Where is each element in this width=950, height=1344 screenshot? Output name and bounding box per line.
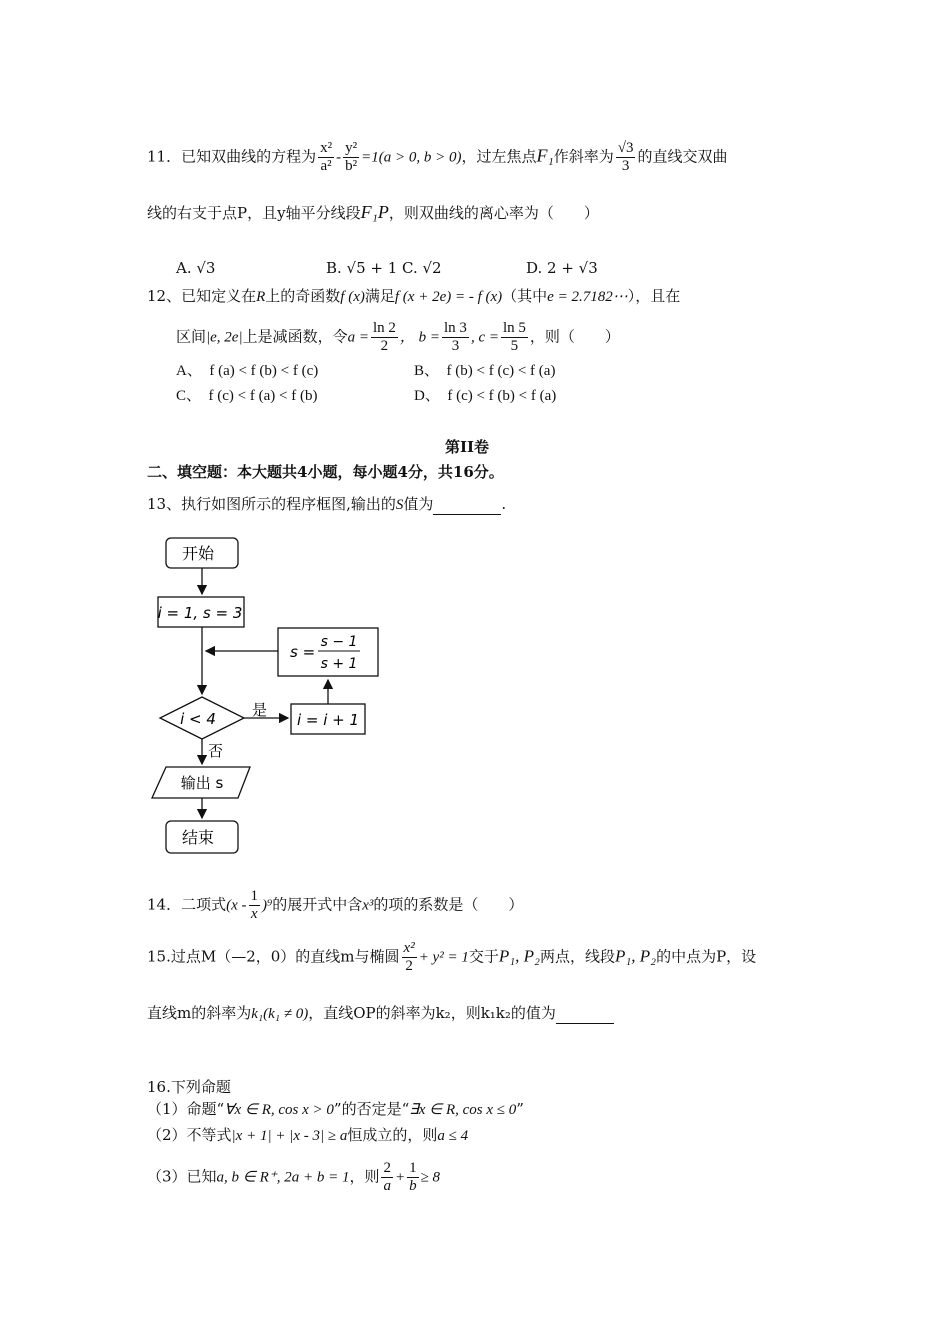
q12-option-c: C、 f (c) < f (a) < f (b)	[176, 388, 318, 404]
svg-text:s − 1: s − 1	[320, 634, 358, 650]
q11-focus: F₁	[536, 145, 554, 166]
svg-text:输出 s: 输出 s	[180, 774, 224, 792]
q15-answer-blank	[556, 1023, 614, 1024]
svg-text:s + 1: s + 1	[320, 656, 358, 672]
q16-item2: （2）不等式|x + 1| + |x - 3| ≥ a恒成立的，则a ≤ 4	[147, 1126, 469, 1144]
q12-frac-a: $\frac{\ln 2}{2}$	[372, 320, 396, 354]
q14-line: 14．二项式(x - $\frac{1}{x}$ )⁹的展开式中含x³的项的系数是（ ）	[147, 888, 524, 922]
q11-frac-slope: $\frac{√3}{3}$	[617, 140, 634, 174]
svg-text:s =: s =	[290, 643, 316, 661]
q16-frac-1: $\frac{2}{a}$	[383, 1160, 391, 1194]
q11-option-d: D. 2 + √3	[526, 259, 598, 277]
flowchart	[148, 534, 398, 864]
section-title: 第II卷	[445, 438, 490, 456]
q11-line2: 线的右支于点P，且y轴平分线段F₁P，则双曲线的离心率为（ ）	[147, 202, 599, 222]
q11-option-a: A. √3	[176, 259, 216, 277]
q12-functional-equation: f (x + 2e) = - f (x)	[394, 289, 503, 305]
section-heading: 二、填空题：本大题共4小题，每小题4分，共16分。	[147, 463, 504, 481]
q15-line2: 直线m的斜率为k₁(k₁ ≠ 0)，直线OP的斜率为k₂，则k₁k₂的值为	[147, 1003, 614, 1024]
q11-eq-rest: =1(a > 0, b > 0)	[361, 149, 462, 166]
q15-frac-ellipse: $\frac{\text{x²}}{2}$	[403, 940, 415, 974]
q11-option-b: B. √5 + 1	[326, 259, 398, 277]
q11-frac-x: $\frac{\text{x²}}{\text{a²}}$	[320, 140, 333, 174]
flow-end-node	[166, 821, 238, 853]
q11-frac-y: $\frac{\text{y²}}{\text{b²}}$	[345, 140, 358, 174]
q11-line1: 11．已知双曲线的方程为 $\frac{\text{x²}}{\text{a²}}$ - $\frac{\text{y²}}{\text{b²}}$ =1(a > 0, b > 0)，过左焦点F₁作斜率为 $\frac{√3}{3}$ 的直线交双曲	[147, 140, 728, 174]
q16-item3: （3）已知a, b ∈ R⁺, 2a + b = 1，则 $\frac{2}{a}$ + $\frac{1}{b}$ ≥ 8	[147, 1160, 441, 1194]
q11-text-start: 11．已知双曲线的方程为	[147, 147, 317, 166]
q12-frac-b: $\frac{\ln 3}{3}$	[444, 320, 467, 354]
q14-frac: $\frac{1}{x}$	[250, 888, 258, 922]
q12-interval: |e, 2e|	[206, 329, 243, 346]
q12-option-b: B、 f (b) < f (c) < f (a)	[414, 363, 556, 379]
flow-increment-node	[291, 704, 365, 734]
svg-text:结束: 结束	[181, 828, 215, 847]
flow-no-label: 否	[208, 742, 224, 760]
q12-option-a: A、 f (a) < f (b) < f (c)	[176, 363, 319, 379]
q16-frac-2: $\frac{1}{b}$	[409, 1160, 417, 1194]
flow-start-node	[166, 538, 238, 568]
flow-output-node	[152, 767, 250, 798]
svg-text:i < 4: i < 4	[180, 710, 216, 728]
q12-line1: 12、已知定义在R上的奇函数f (x)满足f (x + 2e) = - f (x)（其中e = 2.7182⋯），且在	[147, 287, 681, 305]
q16-title: 16.下列命题	[147, 1078, 231, 1096]
q15-line1: 15.过点M（—2，0）的直线m与椭圆 $\frac{\text{x²}}{2}$ + y² = 1交于P₁, P₂两点，线段P₁, P₂的中点为P，设	[147, 940, 757, 974]
q13-line: 13、执行如图所示的程序框图,输出的S值为 .	[147, 495, 507, 513]
svg-text:i = i + 1: i = i + 1	[296, 711, 360, 729]
q11-option-c: C. √2	[402, 259, 442, 277]
flow-init-node	[158, 597, 244, 627]
flow-condition-node	[160, 697, 244, 739]
q12-frac-c: $\frac{\ln 5}{5}$	[502, 320, 526, 354]
q12-line2: 区间|e, 2e|上是减函数，令a = $\frac{\ln 2}{2}$ ， b = $\frac{\ln 3}{3}$ , c = $\frac{\ln 5}{5}$ ，则（ ）	[176, 320, 620, 354]
q13-answer-blank	[433, 514, 501, 515]
q12-option-d: D、 f (c) < f (b) < f (a)	[414, 388, 557, 404]
flow-yes-label: 是	[252, 701, 268, 719]
q11-segment: F₁P	[360, 202, 389, 222]
svg-text:i = 1, s = 3: i = 1, s = 3	[157, 604, 243, 622]
q16-item1: （1）命题“∀x ∈ R, cos x > 0”的否定是“∃x ∈ R, cos x ≤ 0”	[147, 1100, 524, 1118]
flow-update-node	[278, 628, 378, 676]
svg-text:开始: 开始	[181, 544, 215, 563]
